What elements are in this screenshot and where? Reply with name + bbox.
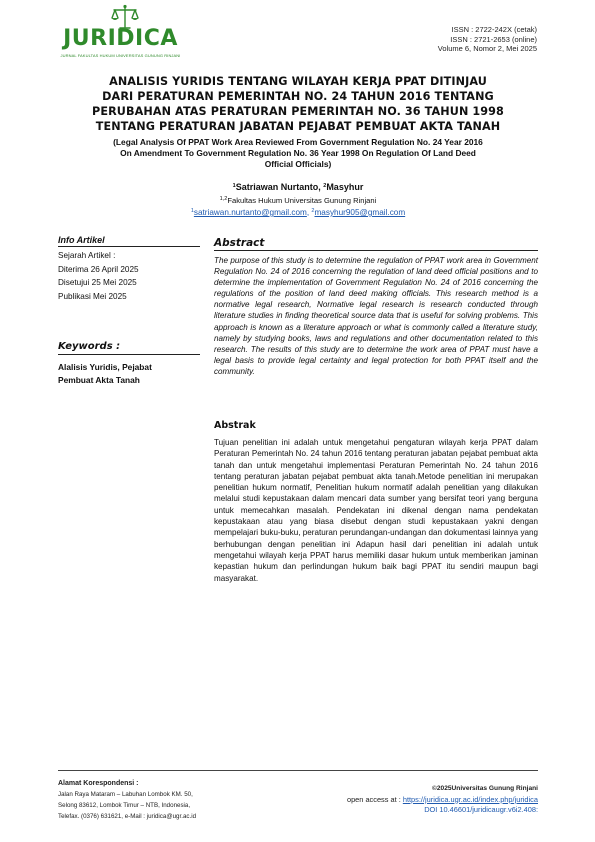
subtitle-line: On Amendment To Government Regulation No. 36 Year 1998 On Regulation Of Land Deed [120, 148, 476, 158]
abstrak-heading: Abstrak [214, 420, 256, 431]
footer-divider [58, 770, 538, 771]
author-emails [58, 208, 538, 217]
history-label: Sejarah Artikel : [58, 251, 116, 260]
title-line: DARI PERATURAN PEMERINTAH NO. 24 TAHUN 2016 TENTANG [102, 90, 494, 103]
subtitle-line: Official Officials) [264, 159, 332, 169]
journal-info [438, 25, 537, 54]
subtitle-line: (Legal Analysis Of PPAT Work Area Reviewed From Government Regulation No. 24 Year 2016 [113, 137, 483, 147]
title-line: ANALISIS YURIDIS TENTANG WILAYAH KERJA PPAT DITINJAU [109, 75, 487, 88]
email-superscript: 2 [311, 208, 315, 214]
author-name: Satriawan Nurtanto, [235, 182, 324, 192]
issn-online: ISSN : 2721-2653 (online) [450, 34, 537, 44]
author-name: Masyhur [326, 182, 364, 192]
affiliation-text: Fakultas Hukum Universitas Gunung Rinjani [227, 196, 377, 205]
journal-tagline: JURNAL FAKULTAS HUKUM UNIVERSITAS GUNUNG RINJANI [60, 53, 181, 58]
email-superscript: 1 [190, 208, 194, 214]
journal-logo [58, 4, 183, 62]
contact-line: Telefax. (0376) 631621, e-Mail : juridica@ugr.ac.id [58, 813, 197, 820]
paper-title [58, 74, 538, 134]
title-line: PERUBAHAN ATAS PERATURAN PEMERINTAH NO. 36 TAHUN 1998 [92, 105, 504, 118]
info-artikel-heading: Info Artikel [58, 235, 200, 247]
author-superscript: 1 [232, 183, 236, 189]
email-link[interactable]: masyhur905@gmail.com [314, 208, 406, 217]
address-line: Selong 83612, Lombok Timur – NTB, Indonesia, [58, 802, 191, 809]
affiliation [58, 196, 538, 205]
correspondence-heading: Alamat Korespondensi : [58, 780, 139, 787]
keywords-heading: Keywords : [58, 341, 200, 355]
accepted-date: Disetujui 25 Mei 2025 [58, 278, 137, 288]
author-superscript: 2 [323, 183, 327, 189]
affiliation-superscript: 1,2 [219, 196, 228, 202]
volume-issue: Volume 6, Nomor 2, Mei 2025 [437, 44, 537, 53]
copyright: ©2025Universitas Gunung Rinjani [432, 785, 538, 792]
doi[interactable]: DOI 10.46601/juridicaugr.v6i2.408: [424, 805, 538, 814]
email-separator: , [306, 208, 312, 217]
journal-url-link[interactable]: https://juridica.ugr.ac.id/index.php/juridica [402, 794, 538, 804]
address-line: Jalan Raya Mataram – Labuhan Lombok KM. 50, [58, 791, 193, 798]
abstract-indonesian: Tujuan penelitian ini adalah untuk mengetahui pengaturan wilayah kerja PPAT dalam Peraturan Pemerintah No. 24 tahun 2016 tentang peraturan jabatan pejabat pembuat akta tanah dan untuk mengetahui implementasi Peraturan Pemerintah No. 24 tahun 2016 tentang peraturan jabatan pejabat pembuat akta tanah.Metode penelitian ini merupakan penelitian hukum normatif, Penelitian hukum normatif adalah penelitian yang dilakukan melalui studi kepustakaan dalam mencari data sumber yang bersifat teori yang berguna untuk memecahkan masalah. Pendekatan ini dikenal dengan nama pendekatan kepustakaan atau yang biasa disebut dengan studi kepustakaan yakni dengan mempelajari buku-buku, peraturan perundangan-undangan dan dokumentasi lainnya yang berhubungan dengan penelitian ini Adapun hasil dari penelitian ini adalah untuk mengetahui wilayah kerja PPAT harus memiliki dasar hukum untuk memberikan jaminan kepastian hukum dan perlindungan hukum baik bagi PPAT itu sendiri maupun bagi masyarakat. [214, 438, 538, 583]
title-line: TENTANG PERATURAN JABATAN PEJABAT PEMBUAT AKTA TANAH [95, 120, 501, 133]
footer-publication-info [347, 784, 538, 816]
open-access-label: open access at : [346, 794, 403, 804]
correspondence-address [58, 778, 278, 822]
issn-print: ISSN : 2722-242X (cetak) [451, 25, 537, 34]
email-link[interactable]: satriawan.nurtanto@gmail.com [193, 208, 307, 217]
received-date: Diterima 26 April 2025 [58, 264, 139, 274]
keywords-text: Alalisis Yuridis, Pejabat Pembuat Akta Tanah [58, 362, 152, 385]
abstract-heading: Abstract [214, 237, 538, 251]
paper-subtitle-english [58, 137, 538, 170]
author-list [58, 182, 538, 192]
open-access-line [347, 795, 538, 806]
journal-name: JURIDICA [63, 26, 178, 51]
article-history [58, 249, 200, 303]
published-date: Publikasi Mei 2025 [58, 291, 127, 301]
abstract-english: The purpose of this study is to determine the regulation of PPAT work area in Government Regulation No. 24 of 2016 concerning the regulation of land deed official positions and to determine the implementation of Government Regulation No. 24 of 2016 concerning the regulations of the position of land deed making officials. This research method is a normative legal research, Normative legal research is research conducted through literature studies in finding theoretical source data that is useful for solving problems. This approach is known as a literature approach or what is commonly called a literature study, namely by studying books, laws and regulations and other documentation related to this research. The results of this study are to determine the work area of PPAT must have a legal basis to provide legal certainty and legal protection for both PPAT itself and the community. [214, 256, 538, 376]
